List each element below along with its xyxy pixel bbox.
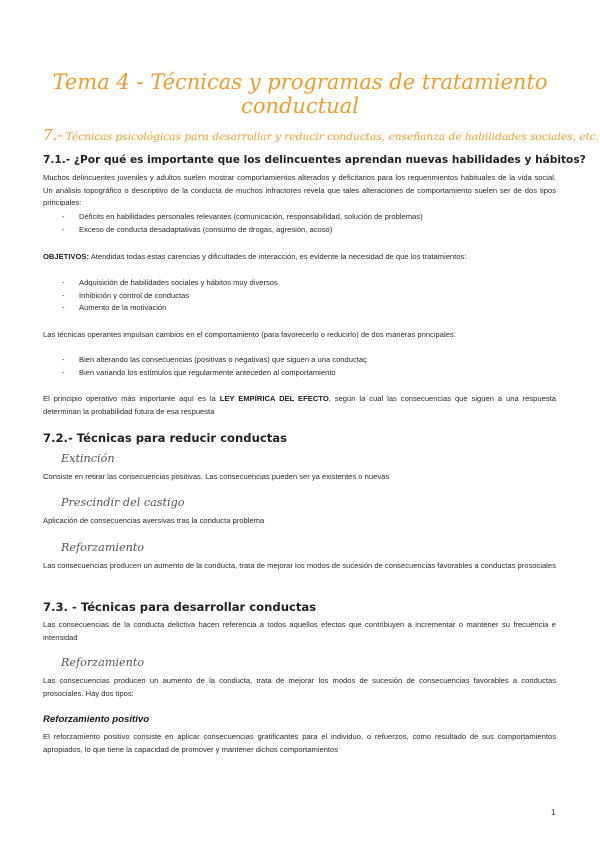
list-item: - Déficits en habilidades personales relevantes (comunicación, responsabilidad, solución de problemas) bbox=[62, 211, 556, 224]
objectives-paragraph bbox=[43, 251, 556, 264]
technique-reforzamiento-text: Las consecuencias producen un aumento de la conducta, trata de mejorar los modos de sucesión de consecuencias favorables a conductas prosociales bbox=[43, 561, 556, 570]
page-number: 1 bbox=[551, 808, 556, 817]
technique-reforzamiento-2-heading: Reforzamiento bbox=[61, 656, 145, 669]
objectives-label: OBJETIVOS: bbox=[43, 252, 89, 261]
objectives-list bbox=[62, 277, 556, 315]
operant-techniques-paragraph: Las técnicas operantes impulsan cambios en el comportamiento (para favorecerlo o reducirlo) de dos maneras principales: bbox=[43, 330, 456, 339]
operant-methods-list bbox=[62, 354, 556, 379]
chapter-subtitle bbox=[43, 126, 600, 144]
law-text-c: , según la cual las consecuencias que siguen a una respuesta determinan la probabilidad futura de esa respuesta bbox=[43, 394, 556, 416]
positive-reinforcement-heading: Reforzamiento positivo bbox=[43, 714, 150, 725]
deficits-list bbox=[62, 211, 556, 236]
chapter-subtitle-text: Técnicas psicológicas para desarrollar y reducir conductas, enseñanza de habilidades sociales, etc. bbox=[65, 131, 600, 143]
list-item: - Aumento de la motivación bbox=[62, 302, 556, 315]
section-7-3-intro: Las consecuencias de la conducta delictiva hacen referencia a todos aquellos efectos que contribuyen a incrementar o mantener su frecuencia e intensidad bbox=[43, 620, 556, 642]
technique-extincion-text: Consiste en retirar las consecuencias positivas. Las consecuencias pueden ser ya existentes o nuevas bbox=[43, 472, 390, 481]
list-item: - Bien variando los estímulos que regularmente anteceden al comportamiento bbox=[62, 367, 556, 380]
chapter-number: 7.- bbox=[43, 126, 63, 144]
section-7-3-heading: 7.3. - Técnicas para desarrollar conductas bbox=[43, 600, 317, 614]
document-title: Tema 4 - Técnicas y programas de tratamiento conductual bbox=[52, 70, 548, 118]
technique-castigo-heading: Prescindir del castigo bbox=[61, 496, 185, 509]
technique-reforzamiento-2-text: Las consecuencias producen un aumento de la conducta, trata de mejorar los modos de sucesión de consecuencias favorables a conductas prosociales. Hay dos tipos: bbox=[43, 676, 556, 698]
list-item: - Bien alterando las consecuencias (positivas o negativas) que siguen a una conductaç bbox=[62, 354, 556, 367]
technique-reforzamiento-heading: Reforzamiento bbox=[61, 541, 145, 554]
law-name: LEY EMPÍRICA DEL EFECTO bbox=[219, 394, 329, 403]
list-item: - Adquisición de habilidades sociales y hábitos muy diversos bbox=[62, 277, 556, 290]
list-item: - Exceso de conducta desadaptativas (consumo de drogas, agresión, acoso) bbox=[62, 224, 556, 237]
section-7-2-heading: 7.2.- Técnicas para reducir conductas bbox=[43, 431, 287, 445]
technique-extincion-heading: Extinción bbox=[61, 452, 115, 465]
objectives-text: Atendidas todas estas carencias y dificultades de interacción, es evidente la necesidad de que los tratamientos: bbox=[89, 252, 467, 261]
positive-reinforcement-text: El reforzamiento positivo consiste en aplicar consecuencias gratificantes para el individuo, o refuerzos, como resultado de sus comportamientos apropiados, lo que tiene la capacidad de promover y mantener dichos comportamientos bbox=[43, 732, 556, 754]
law-text-a: El principio operativo más importante aquí es la bbox=[43, 394, 220, 403]
technique-castigo-text: Aplicación de consecuencias aversivas tras la conducta problema bbox=[43, 516, 265, 525]
section-7-1-paragraph-1: Muchos delincuentes juveniles y adultos suelen mostrar comportamientos alterados y deficitarios para los requerimientos habituales de la vida social. Un análisis topográfico o descriptivo de la conducta de muchos infractores revela que tales alteraciones de comportamiento suelen ser de dos tipos principales: bbox=[43, 173, 556, 208]
law-of-effect-paragraph bbox=[43, 393, 556, 418]
list-item: - Inhibición y control de conductas bbox=[62, 290, 556, 303]
section-7-1-heading: 7.1.- ¿Por qué es importante que los delincuentes aprendan nuevas habilidades y hábitos? bbox=[43, 154, 586, 166]
